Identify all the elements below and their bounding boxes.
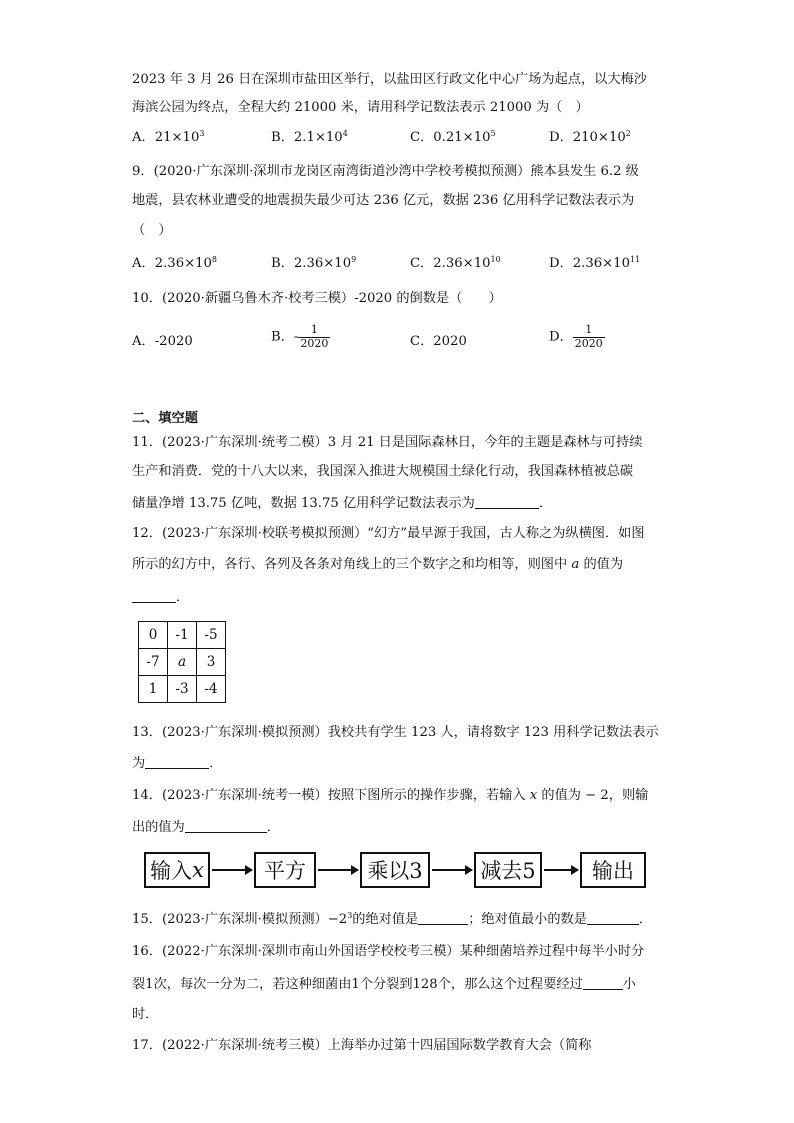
grid-cell: -3 xyxy=(168,676,197,703)
option-base: 2.36×10 xyxy=(433,256,491,271)
q8-option-b[interactable] xyxy=(271,131,348,144)
q14-text: 14．(2023·广东深圳·统考一模）按照下图所示的操作步骤，若输入 xyxy=(132,788,530,803)
grid-cell: -1 xyxy=(168,622,197,649)
q12-answer-blank[interactable] xyxy=(132,590,176,603)
q10-option-d[interactable] xyxy=(549,324,605,350)
option-base: 2.36×10 xyxy=(293,256,352,271)
option-base: 2.1×10 xyxy=(293,130,343,145)
grid-row xyxy=(139,649,226,676)
section-title: 二、填空题 xyxy=(132,411,198,426)
q13-answer-blank[interactable] xyxy=(145,756,209,769)
q8-option-d[interactable] xyxy=(549,131,631,144)
fraction xyxy=(298,324,330,350)
q11-end: ． xyxy=(538,496,553,511)
option-letter: D． xyxy=(549,329,573,345)
q12-variable: a xyxy=(571,557,580,572)
flow-arrow-icon xyxy=(432,869,472,871)
q9-option-d[interactable] xyxy=(549,257,640,270)
q11-text: 储量净增 13.75 亿吨，数据 13.75 亿用科学记数法表示为 xyxy=(132,496,475,511)
q9-line-3: （ ） xyxy=(132,223,172,238)
grid-cell: 1 xyxy=(139,676,168,703)
option-letter: C． xyxy=(410,130,434,145)
flow-subtract-box: 减去5 xyxy=(474,852,542,888)
grid-cell-variable: a xyxy=(168,649,197,676)
q9-line-1: 9．(2020·广东深圳·深圳市龙岗区南湾街道沙湾中学校考模拟预测）熊本县发生 6.2 级 xyxy=(132,164,639,179)
q15-answer-blank-2[interactable] xyxy=(587,912,639,925)
q11-line-3 xyxy=(132,496,552,510)
q10-option-a[interactable] xyxy=(132,335,193,348)
q14-line-2 xyxy=(132,820,280,834)
fraction-denominator: 2020 xyxy=(300,336,329,350)
flow-input-label: 输入 xyxy=(150,859,193,883)
magic-square-grid xyxy=(138,621,226,703)
q12-text: 所示的幻方中，各行、各列及各条对角线上的三个数字之和均相等，则图中 xyxy=(132,557,572,572)
q14-line-1 xyxy=(132,789,648,802)
flow-output-box: 输出 xyxy=(580,852,646,888)
option-base: 2.36×10 xyxy=(572,256,630,271)
q8-line-1: 2023 年 3 月 26 日在深圳市盐田区举行，以盐田区行政文化中心广场为起点，以大梅沙 xyxy=(132,72,647,87)
q8-line-2: 海滨公园为终点，全程大约 21000 米，请用科学记数法表示 21000 为（ ） xyxy=(132,100,589,115)
q10-option-c[interactable] xyxy=(410,335,467,348)
q12-line-2 xyxy=(132,558,623,571)
option-sign: - xyxy=(293,329,299,345)
q12-line-3 xyxy=(132,590,189,604)
option-letter: A． xyxy=(132,334,155,349)
option-letter: B． xyxy=(271,329,294,345)
grid-cell: -4 xyxy=(197,676,226,703)
flow-arrow-icon xyxy=(212,869,252,871)
q16-answer-blank[interactable] xyxy=(583,977,623,990)
option-exponent: 8 xyxy=(211,255,218,264)
q15-line-1 xyxy=(132,912,652,926)
option-letter: C． xyxy=(410,334,434,349)
q15-expression-base: −2 xyxy=(327,912,348,927)
flow-square-box: 平方 xyxy=(254,852,316,888)
option-exponent: 4 xyxy=(342,129,348,138)
q11-answer-blank[interactable] xyxy=(475,496,539,509)
q14-text-2: 的值为 − 2，则输 xyxy=(537,788,649,803)
q16-line-1: 16．(2022·广东深圳·深圳市南山外国语学校校考三模）某种细菌培养过程中每半小时分 xyxy=(132,944,645,959)
q15-expression-exponent: 3 xyxy=(347,911,353,920)
grid-cell: 0 xyxy=(139,622,168,649)
grid-row xyxy=(139,676,226,703)
option-exponent: 5 xyxy=(490,129,496,138)
q8-option-c[interactable] xyxy=(410,131,496,144)
q13-line-2 xyxy=(132,756,222,770)
q16-line-2 xyxy=(132,977,636,991)
grid-cell: -5 xyxy=(197,622,226,649)
q14-end: ． xyxy=(266,820,280,835)
option-value: 2020 xyxy=(433,334,467,349)
fraction-numerator: 1 xyxy=(585,323,593,336)
q10-line-1: 10．(2020·新疆乌鲁木齐·校考三模）-2020 的倒数是（ ） xyxy=(132,291,502,306)
q11-line-1: 11．(2023·广东深圳·统考二模）3 月 21 日是国际森林日，今年的主题是森林与可持续 xyxy=(132,435,643,450)
option-exponent: 2 xyxy=(625,129,631,138)
fraction xyxy=(573,324,605,350)
option-letter: D． xyxy=(549,130,573,145)
option-exponent: 11 xyxy=(629,255,641,264)
q10-option-b[interactable] xyxy=(271,324,330,350)
q12-line-1: 12．(2023·广东深圳·校联考模拟预测）“幻方”最早源于我国，古人称之为纵横图．如图 xyxy=(132,526,645,541)
option-letter: B． xyxy=(271,256,294,271)
option-exponent: 10 xyxy=(490,255,501,264)
q12-text-2: 的值为 xyxy=(579,557,624,572)
option-exponent: 3 xyxy=(199,129,205,138)
option-base: 0.21×10 xyxy=(433,130,491,145)
fraction-denominator: 2020 xyxy=(574,336,603,350)
q13-text: 为 xyxy=(132,756,146,771)
q15-end: ． xyxy=(638,912,653,927)
option-letter: B． xyxy=(271,130,294,145)
q8-option-a[interactable] xyxy=(132,131,204,144)
option-letter: A． xyxy=(132,130,155,145)
q9-line-2: 地震，县农林业遭受的地震损失最少可达 236 亿元，数据 236 亿用科学记数法表示为 xyxy=(132,193,635,208)
option-base: 21×10 xyxy=(154,130,200,145)
q16-text: 裂1次，每次一分为二，若这种细菌由1个分裂到128个，那么这个过程要经过 xyxy=(132,977,583,992)
q14-text: 出的值为 xyxy=(132,820,185,835)
q15-text-3: ；绝对值最小的数是 xyxy=(468,912,587,927)
q16-line-3: 时． xyxy=(132,1007,159,1022)
q16-text-2: 小 xyxy=(622,977,636,992)
flow-multiply-box: 乘以3 xyxy=(360,852,430,888)
option-exponent: 9 xyxy=(351,255,357,264)
option-base: 2.36×10 xyxy=(154,256,212,271)
q13-end: ． xyxy=(209,756,223,771)
q12-end: ． xyxy=(176,590,190,605)
q13-line-1: 13．(2023·广东深圳·模拟预测）我校共有学生 123 人，请将数字 123 用科学记数法表示 xyxy=(132,725,659,740)
fraction-numerator: 1 xyxy=(310,323,318,336)
q15-text: 15．(2023·广东深圳·模拟预测） xyxy=(132,912,328,927)
q9-option-a[interactable] xyxy=(132,257,217,270)
option-letter: C． xyxy=(410,256,434,271)
q15-answer-blank-1[interactable] xyxy=(418,912,468,925)
q11-line-2: 生产和消费．党的十八大以来，我国深入推进大规模国土绿化行动，我国森林植被总碳 xyxy=(132,464,634,479)
flow-input-box xyxy=(144,852,210,888)
grid-cell: 3 xyxy=(197,649,226,676)
q17-line-1: 17．(2022·广东深圳·统考三模）上海举办过第十四届国际数学教育大会（简称 xyxy=(132,1038,592,1053)
flow-arrow-icon xyxy=(318,869,358,871)
option-value: -2020 xyxy=(154,334,193,349)
q15-text-2: 的绝对值是 xyxy=(352,912,419,927)
q14-answer-blank[interactable] xyxy=(185,820,267,833)
option-base: 210×10 xyxy=(572,130,626,145)
flow-input-variable: x xyxy=(192,858,204,882)
flow-arrow-icon xyxy=(544,869,578,871)
q9-option-b[interactable] xyxy=(271,257,356,270)
option-letter: D． xyxy=(549,256,573,271)
grid-row xyxy=(139,622,226,649)
option-letter: A． xyxy=(132,256,155,271)
q9-option-c[interactable] xyxy=(410,257,501,270)
q14-variable: x xyxy=(529,788,538,803)
grid-cell: -7 xyxy=(139,649,168,676)
